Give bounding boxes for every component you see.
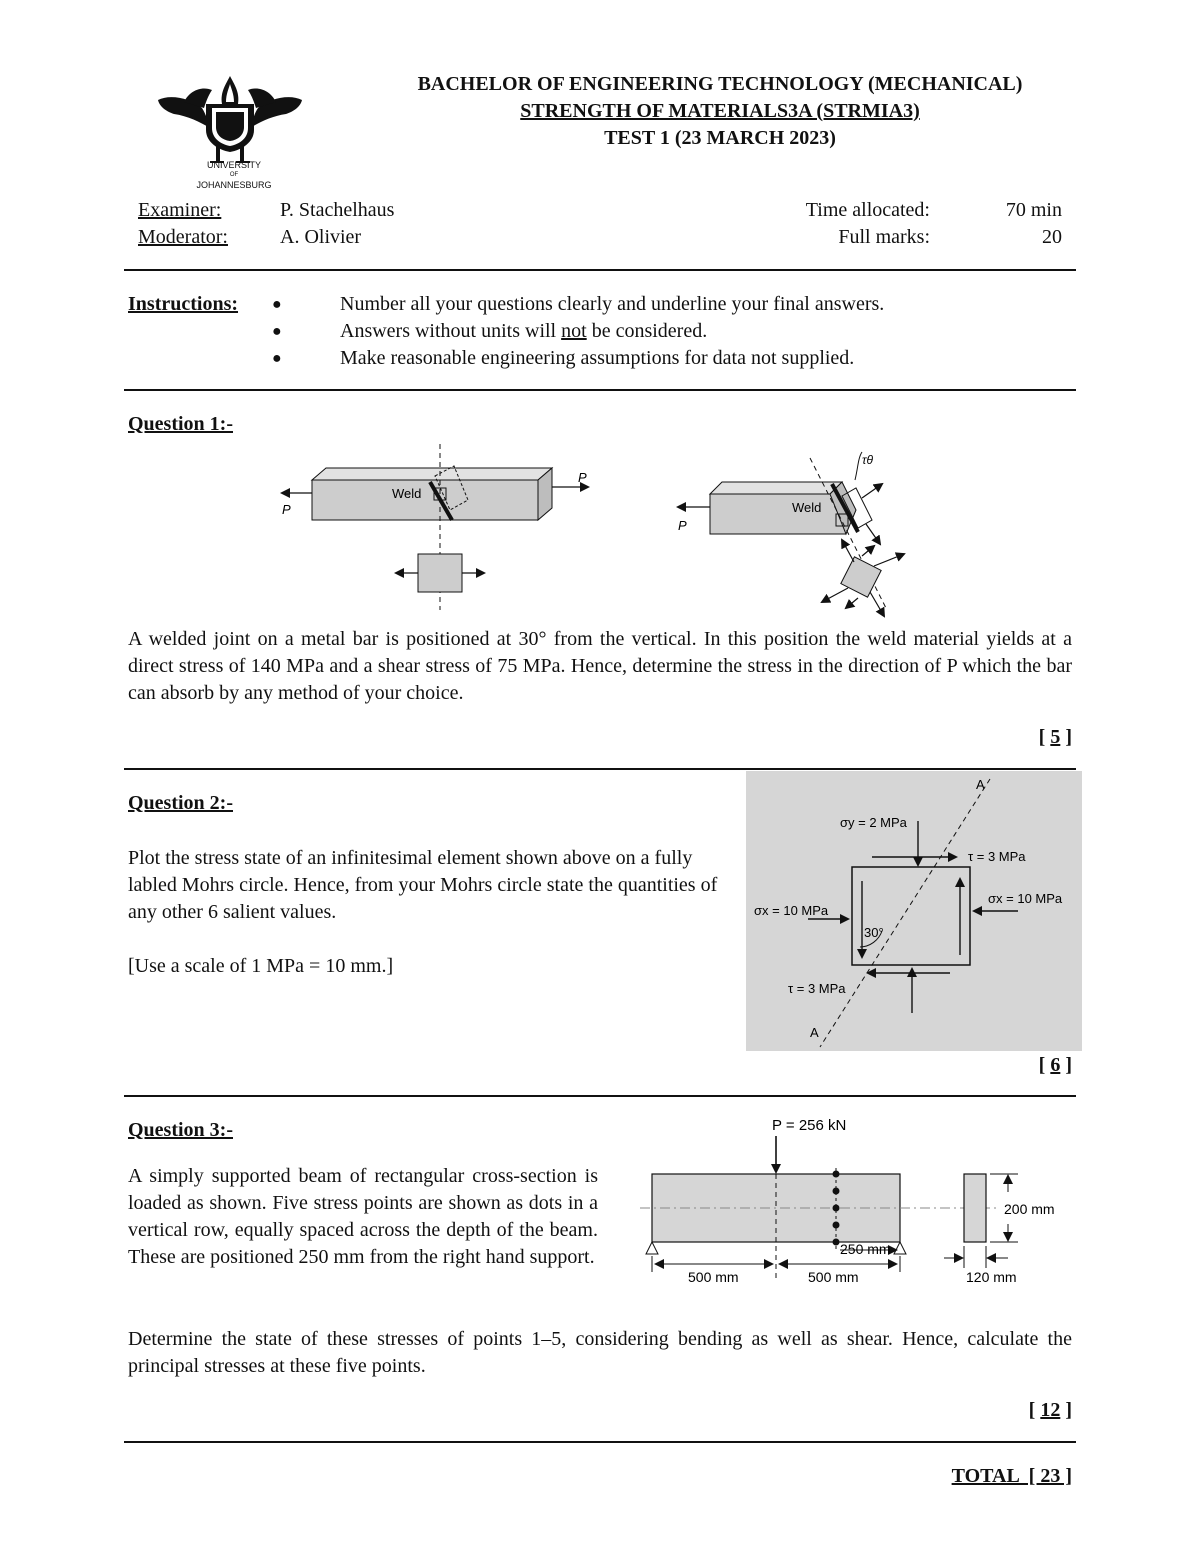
q2-tau-top-label: τ = 3 MPa <box>968 849 1026 864</box>
q3-heading: Question 3:- <box>128 1119 233 1141</box>
divider-3 <box>124 768 1076 770</box>
logo-text-line2: OF <box>229 172 239 178</box>
header-test: TEST 1 (23 MARCH 2023) <box>604 127 836 149</box>
q3-marks <box>1029 1399 1072 1422</box>
q2-sigma-x-right-label: σx = 10 MPa <box>988 891 1063 906</box>
q2-a-bottom-label: A <box>810 1025 819 1040</box>
q1-right-bar <box>678 452 904 616</box>
instruction-2-emphasis: not <box>561 320 587 342</box>
bullet-3: ● <box>272 350 282 367</box>
q2-marks-close: ] <box>1060 1054 1072 1076</box>
instruction-3: Make reasonable engineering assumptions for data not supplied. <box>340 347 855 369</box>
instructions-label: Instructions: <box>128 293 239 315</box>
q1-cut-p-label: P <box>678 518 687 533</box>
logo-text-line1: UNIVERSITY <box>206 160 261 170</box>
instruction-1: Number all your questions clearly and underline your final answers. <box>340 293 885 315</box>
q1-weld-figure <box>270 440 930 620</box>
marks-label: Full marks: <box>838 226 930 248</box>
instruction-2 <box>340 320 707 343</box>
q1-tau-label: τθ <box>862 453 873 467</box>
examiner-name: P. Stachelhaus <box>280 199 395 221</box>
q3-dim-120-label: 120 mm <box>966 1269 1017 1285</box>
divider-1 <box>124 269 1076 271</box>
divider-5 <box>124 1441 1076 1443</box>
q1-left-weld-label: Weld <box>392 486 422 501</box>
total-marks: TOTAL [ 23 ] <box>951 1465 1072 1487</box>
q3-marks-close: ] <box>1060 1399 1072 1421</box>
university-logo <box>150 72 310 194</box>
q1-marks-close: ] <box>1060 726 1072 748</box>
q1-marks-open: [ <box>1038 726 1051 748</box>
marks-value: 20 <box>1042 226 1062 248</box>
divider-4 <box>124 1095 1076 1097</box>
q3-dim-250-label: 250 mm <box>840 1241 891 1257</box>
q3-load-label: P = 256 kN <box>772 1117 847 1134</box>
header-degree: BACHELOR OF ENGINEERING TECHNOLOGY (MECHANICAL) <box>417 73 1023 95</box>
q1-marks-value: 5 <box>1050 726 1061 748</box>
q3-dim-200-label: 200 mm <box>1004 1201 1055 1217</box>
q3-text-2: Determine the state of these stresses of points 1–5, considering bending as well as shear. Hence, calculate the principal stresses at these five points. <box>128 1328 1072 1377</box>
instruction-2-part1: Answers without units will <box>340 320 562 342</box>
q2-marks <box>1039 1054 1072 1077</box>
bullet-1: ● <box>272 296 282 313</box>
time-label: Time allocated: <box>805 199 930 221</box>
q2-sigma-x-left-label: σx = 10 MPa <box>754 903 829 918</box>
q2-text: Plot the stress state of an infinitesimal element shown above on a fully labled Mohrs circle. Hence, from your Mohrs circle state the quantities of any other 6 salient values. <box>128 847 718 923</box>
q2-scale: [Use a scale of 1 MPa = 10 mm.] <box>128 955 394 977</box>
q2-stress-element-figure <box>746 771 1082 1051</box>
q1-left-bar <box>282 444 588 610</box>
q2-sigma-y-label: σy = 2 MPa <box>840 815 907 830</box>
q1-text: A welded joint on a metal bar is positioned at 30° from the vertical. In this position the weld material yields at a direct stress of 140 MPa and a shear stress of 75 MPa. Hence, determine the stress in the direction of P which the bar can absorb by any method of your choice. <box>128 628 1072 704</box>
q3-marks-value: 12 <box>1040 1399 1061 1421</box>
q2-marks-value: 6 <box>1050 1054 1061 1076</box>
examiner-label: Examiner: <box>138 199 222 221</box>
moderator-name: A. Olivier <box>280 226 362 248</box>
instruction-2-part2: be considered. <box>586 320 708 342</box>
logo-text-line3: JOHANNESBURG <box>196 180 272 190</box>
q1-left-p-label: P <box>282 502 291 517</box>
q1-marks <box>1039 726 1072 749</box>
q1-heading: Question 1:- <box>128 413 233 435</box>
q2-heading: Question 2:- <box>128 792 233 814</box>
q3-text: A simply supported beam of rectangular cross-section is loaded as shown. Five stress points are shown as dots in a vertical row, equally spaced across the depth of the beam. These are positioned 250 mm from the right hand support. <box>128 1165 598 1268</box>
q1-right-p-label: P <box>578 470 587 485</box>
q2-a-top-label: A <box>976 777 985 792</box>
time-value: 70 min <box>1005 199 1062 221</box>
q2-tau-bottom-label: τ = 3 MPa <box>788 981 846 996</box>
q3-beam-figure <box>636 1110 1080 1290</box>
bullet-2: ● <box>272 323 282 340</box>
q3-dim-500b-label: 500 mm <box>808 1269 859 1285</box>
q1-right-weld-label: Weld <box>792 500 822 515</box>
q2-marks-open: [ <box>1038 1054 1051 1076</box>
header-module: STRENGTH OF MATERIALS3A (STRMIA3) <box>520 100 920 122</box>
moderator-label: Moderator: <box>138 226 228 248</box>
q2-angle-label: 30° <box>864 925 884 940</box>
q3-dim-500a-label: 500 mm <box>688 1269 739 1285</box>
q3-marks-open: [ <box>1028 1399 1041 1421</box>
divider-2 <box>124 389 1076 391</box>
